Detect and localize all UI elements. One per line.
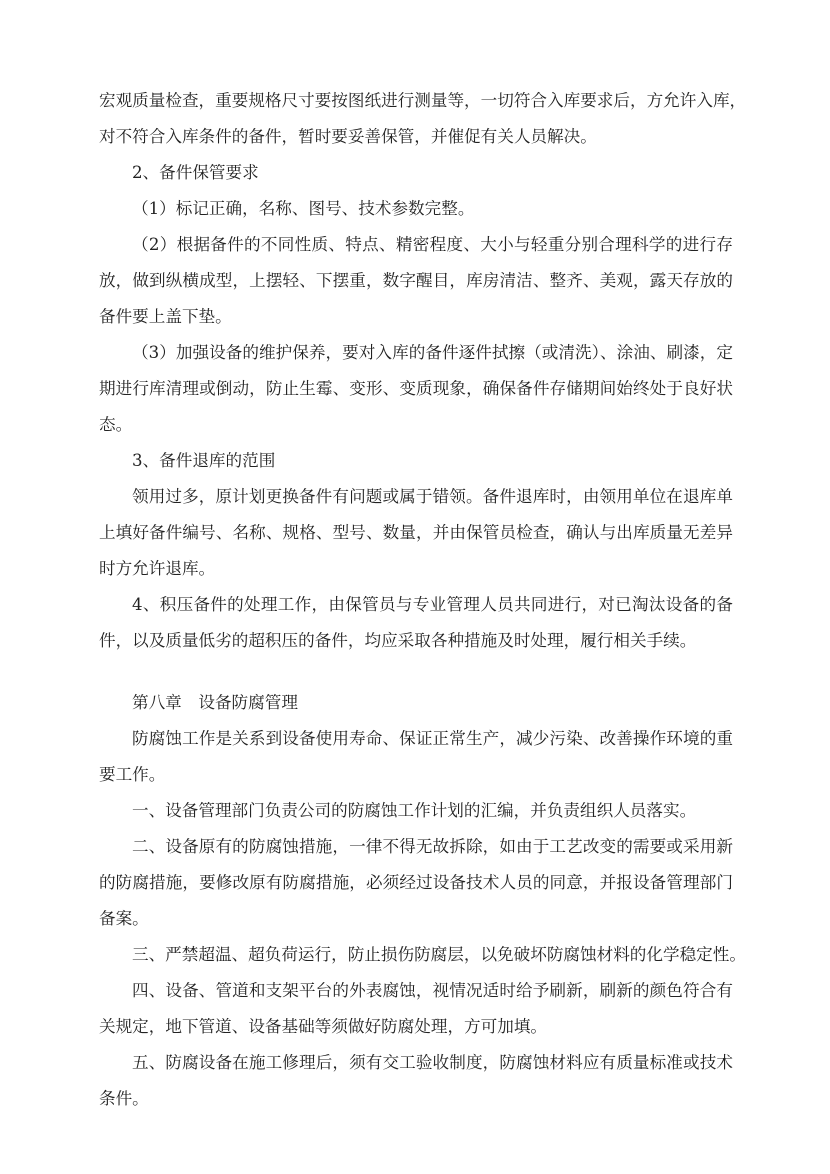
paragraph — [99, 191, 733, 227]
text-line: 备件要上盖下垫。 — [99, 307, 232, 326]
text-line: 条件。 — [99, 1089, 149, 1108]
text-line: 4、积压备件的处理工作，由保管员与专业管理人员共同进行，对已淘汰设备的备 — [132, 595, 733, 614]
text-line: 3、备件退库的范围 — [132, 451, 276, 470]
paragraph — [99, 721, 733, 793]
text-line: 一、设备管理部门负责公司的防腐蚀工作计划的汇编，并负责组织人员落实。 — [132, 801, 697, 820]
paragraph — [99, 155, 733, 191]
text-line: 二、设备原有的防腐蚀措施，一律不得无故拆除，如由于工艺改变的需要或采用新 — [132, 837, 733, 856]
paragraph — [99, 335, 733, 443]
text-line: 宏观质量检查，重要规格尺寸要按图纸进行测量等，一切符合入库要求后，方允许入库， — [99, 91, 747, 110]
text-line: 2、备件保管要求 — [132, 163, 259, 182]
text-line: 期进行库清理或倒动，防止生霉、变形、变质现象，确保备件存储期间始终处于良好状 — [99, 379, 733, 398]
paragraph — [99, 973, 733, 1045]
text-line: 领用过多，原计划更换备件有问题或属于错领。备件退库时，由领用单位在退库单 — [132, 487, 733, 506]
text-line: 的防腐措施，要修改原有防腐措施，必须经过设备技术人员的同意，并报设备管理部门 — [99, 873, 733, 892]
text-line: 上填好备件编号、名称、规格、型号、数量，并由保管员检查，确认与出库质量无差异 — [99, 523, 733, 542]
text-line: （2）根据备件的不同性质、特点、精密程度、大小与轻重分别合理科学的进行存 — [132, 235, 733, 254]
paragraph — [99, 443, 733, 479]
paragraph — [99, 83, 747, 155]
text-line: 要工作。 — [99, 765, 166, 784]
paragraph — [99, 1045, 733, 1117]
text-line: 关规定，地下管道、设备基础等须做好防腐处理，方可加填。 — [99, 1017, 548, 1036]
text-line: 态。 — [99, 415, 133, 434]
paragraph — [99, 587, 733, 659]
text-line: 四、设备、管道和支架平台的外表腐蚀，视情况适时给予刷新，刷新的颜色符合有 — [132, 981, 733, 1000]
text-line: 备案。 — [99, 909, 149, 928]
document-body — [99, 83, 747, 1117]
text-line: 三、严禁超温、超负荷运行，防止损伤防腐层，以免破坏防腐蚀材料的化学稳定性。 — [132, 945, 746, 964]
text-line: 五、防腐设备在施工修理后，须有交工验收制度，防腐蚀材料应有质量标准或技术 — [132, 1053, 733, 1072]
paragraph — [99, 829, 733, 937]
paragraph — [99, 227, 733, 335]
text-line: 时方允许退库。 — [99, 559, 216, 578]
paragraph — [99, 937, 746, 973]
text-line: 防腐蚀工作是关系到设备使用寿命、保证正常生产，减少污染、改善操作环境的重 — [132, 729, 733, 748]
paragraph — [99, 685, 733, 721]
paragraph — [99, 479, 733, 587]
paragraph — [99, 793, 733, 829]
text-line: 对不符合入库条件的备件，暂时要妥善保管，并催促有关人员解决。 — [99, 127, 597, 146]
text-line: 件，以及质量低劣的超积压的备件，均应采取各种措施及时处理，履行相关手续。 — [99, 631, 697, 650]
text-line: 放，做到纵横成型，上摆轻、下摆重，数字醒目，库房清洁、整齐、美观，露天存放的 — [99, 271, 733, 290]
text-line: （3）加强设备的维护保养，要对入库的备件逐件拭擦（或清洗）、涂油、刷漆，定 — [132, 343, 733, 362]
paragraph-gap — [99, 659, 733, 685]
text-line: 第八章 设备防腐管理 — [132, 693, 298, 712]
text-line: （1）标记正确，名称、图号、技术参数完整。 — [132, 199, 475, 218]
